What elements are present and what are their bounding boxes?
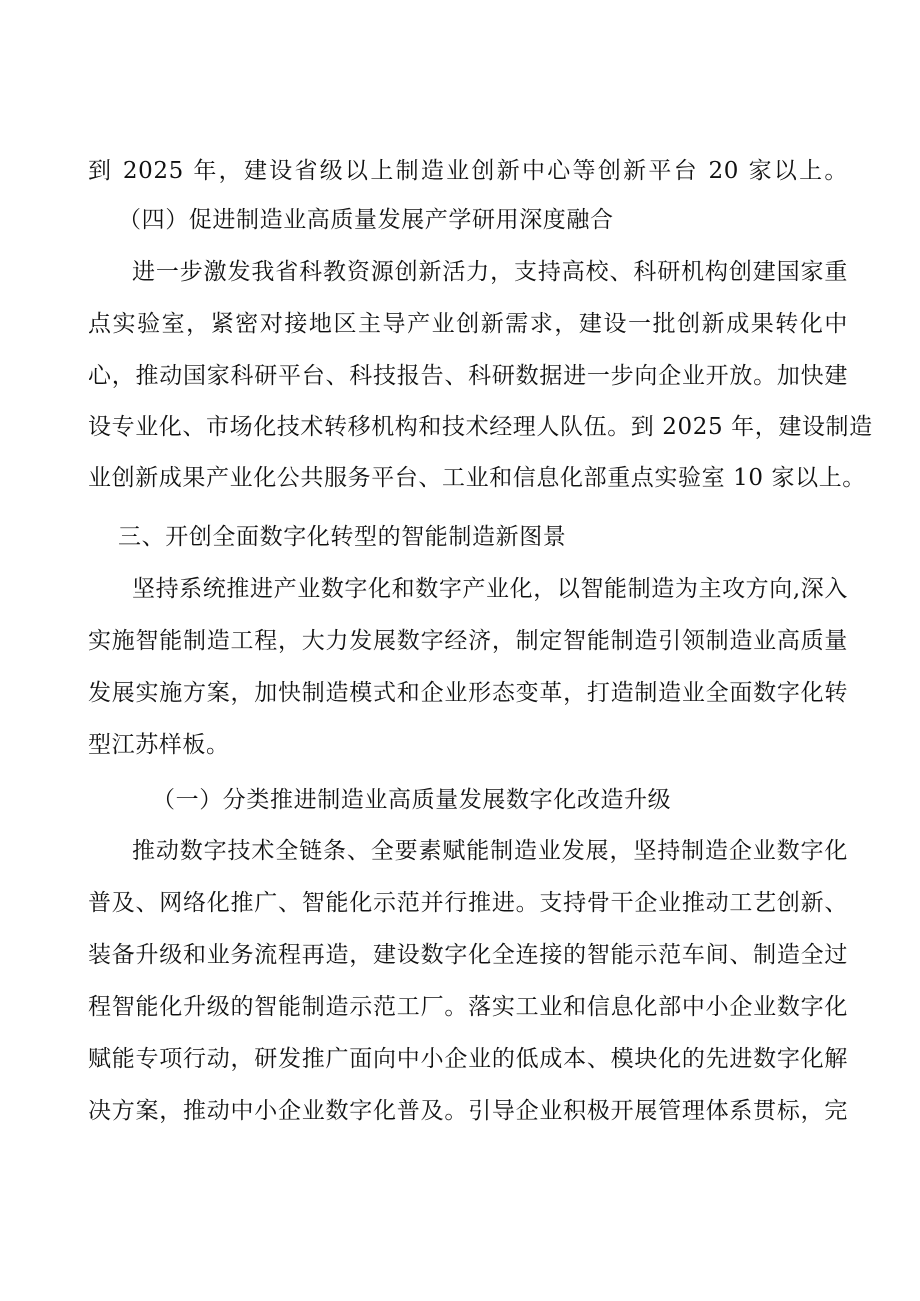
paragraph-line: 推动数字技术全链条、全要素赋能制造业发展，坚持制造企业数字化 [132, 838, 848, 864]
paragraph-line: 实施智能制造工程，大力发展数字经济，制定智能制造引领制造业高质量 [88, 628, 848, 654]
paragraph-line: 决方案，推动中小企业数字化普及。引导企业积极开展管理体系贯标，完 [88, 1098, 848, 1124]
paragraph-line: 心，推动国家科研平台、科技报告、科研数据进一步向企业开放。加快建 [88, 363, 848, 389]
paragraph-line: 进一步激发我省科教资源创新活力，支持高校、科研机构创建国家重 [132, 259, 848, 285]
paragraph-line: 点实验室，紧密对接地区主导产业创新需求，建设一批创新成果转化中 [88, 311, 848, 337]
subheading-promote-integration: （四）促进制造业高质量发展产学研用深度融合 [118, 207, 614, 233]
paragraph-line: 设专业化、市场化技术转移机构和技术经理人队伍。到 2025 年，建设制造 [88, 414, 873, 440]
section-heading-3: 三、开创全面数字化转型的智能制造新图景 [118, 524, 567, 550]
paragraph-line: 程智能化升级的智能制造示范工厂。落实工业和信息化部中小企业数字化 [88, 994, 848, 1020]
paragraph-line: 装备升级和业务流程再造，建设数字化全连接的智能示范车间、制造全过 [88, 942, 848, 968]
paragraph-line: 业创新成果产业化公共服务平台、工业和信息化部重点实验室 10 家以上。 [88, 465, 866, 491]
paragraph-line: 赋能专项行动，研发推广面向中小企业的低成本、模块化的先进数字化解 [88, 1046, 848, 1072]
paragraph-line: 坚持系统推进产业数字化和数字产业化，以智能制造为主攻方向,深入 [132, 576, 848, 602]
paragraph-line: 到 2025 年，建设省级以上制造业创新中心等创新平台 20 家以上。 [88, 158, 848, 184]
paragraph-line: 发展实施方案，加快制造模式和企业形态变革，打造制造业全面数字化转 [88, 680, 848, 706]
paragraph-line: 型江苏样板。 [88, 732, 230, 758]
subheading-digital-upgrade: （一）分类推进制造业高质量发展数字化改造升级 [152, 787, 672, 813]
paragraph-line: 普及、网络化推广、智能化示范并行推进。支持骨干企业推动工艺创新、 [88, 890, 848, 916]
